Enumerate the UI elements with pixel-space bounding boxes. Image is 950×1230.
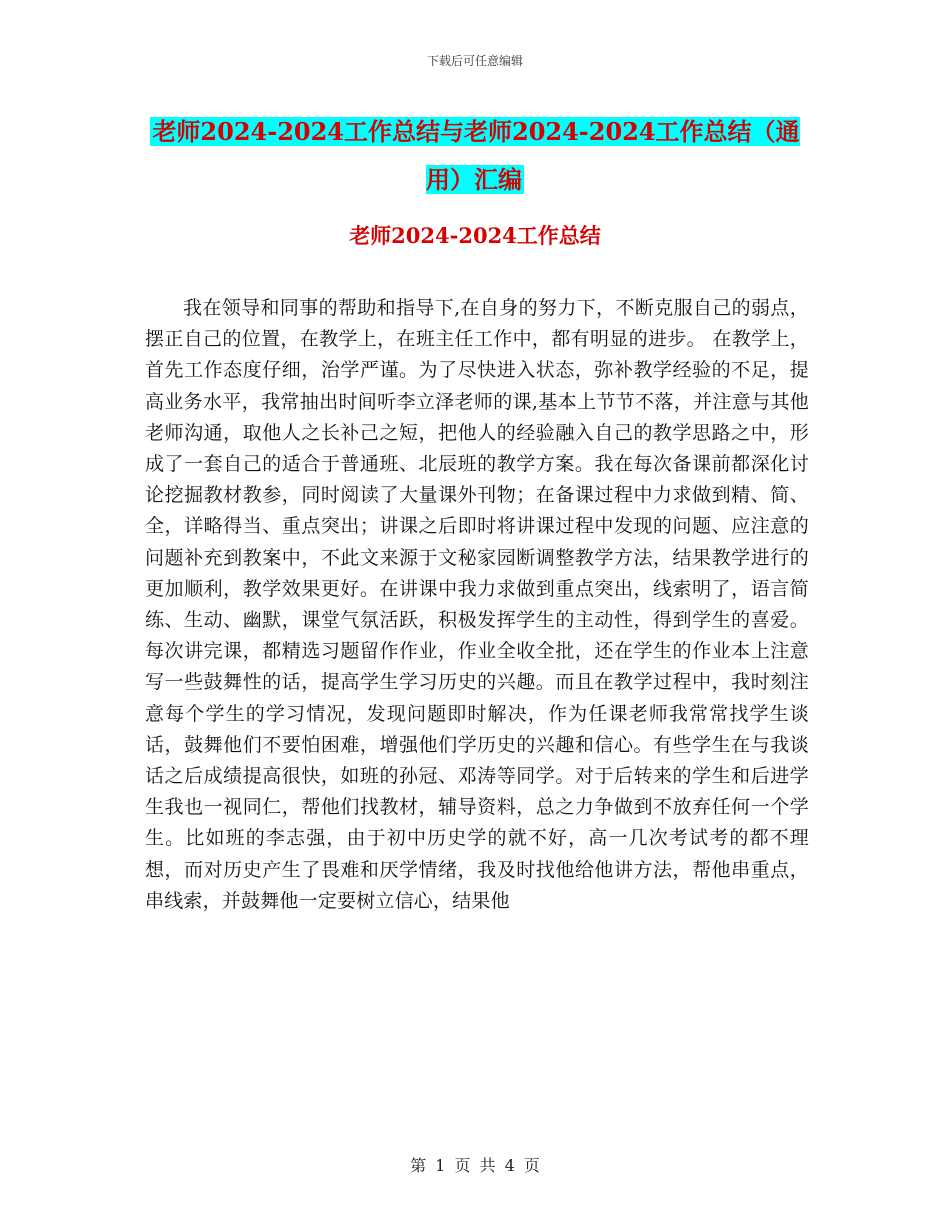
section-title: 老师2024-2024工作总结 xyxy=(349,223,601,248)
page-number: 第 1 页 共 4 页 xyxy=(410,1156,540,1175)
body-paragraph: 我在领导和同事的帮助和指导下,在自身的努力下，不断克服自己的弱点，摆正自己的位置，在教学上，在班主任工作中，都有明显的进步。 在教学上，首先工作态度仔细，治学严谨。为了尽快进入状态，弥补教学经验的不足，提高业务水平，我常抽出时间听李立泽老师的课,基本上节节不落，并注意与其他老师沟通，取他人之长补己之短，把他人的经验融入自己的教学思路之中，形成了一套自己的适合于普通班、北辰班的教学方案。我在每次备课前都深化讨论挖掘教材教参，同时阅读了大量课外刊物；在备课过程中力求做到精、简、全，详略得当、重点突出；讲课之后即时将讲课过程中发现的问题、应注意的问题补充到教案中，不此文来源于文秘家园断调整教学方法，结果教学进行的更加顺利，教学效果更好。在讲课中我力求做到重点突出，线索明了，语言简练、生动、幽默，课堂气氛活跃，积极发挥学生的主动性，得到学生的喜爱。每次讲完课，都精选习题留作作业，作业全收全批，还在学生的作业本上注意写一些鼓舞性的话，提高学生学习历史的兴趣。而且在教学过程中，我时刻注意每个学生的学习情况，发现问题即时解决，作为任课老师我常常找学生谈话，鼓舞他们不要怕困难，增强他们学历史的兴趣和信心。有些学生在与我谈话之后成绩提高很快，如班的孙冠、邓涛等同学。对于后转来的学生和后进学生我也一视同仁，帮他们找教材，辅导资料，总之力争做到不放弃任何一个学生。比如班的李志强，由于初中历史学的就不好，高一几次考试考的都不理想，而对历史产生了畏难和厌学情绪，我及时找他给他讲方法，帮他串重点，串线索，并鼓舞他一定要树立信心，结果他 xyxy=(145,297,809,912)
document-title-highlight: 老师2024-2024工作总结与老师2024-2024工作总结（通用）汇编 xyxy=(152,117,800,194)
document-title xyxy=(140,108,810,204)
header-note: 下载后可任意编辑 xyxy=(426,54,523,68)
